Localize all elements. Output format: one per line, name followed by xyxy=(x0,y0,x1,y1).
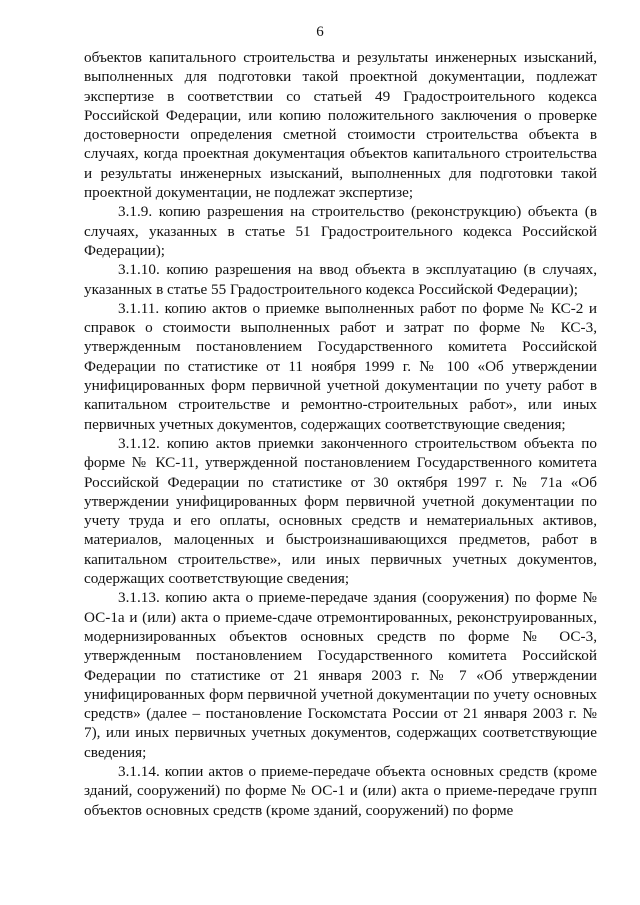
document-body xyxy=(84,48,597,820)
paragraph-3-1-12: 3.1.12. копию актов приемки законченного строительством объекта по форме № КС-11, утвержденной постановлением Государственного комитета Российской Федерации по статистике от 30 октября 1997 г. № 71а «Об утверждении унифицированных форм первичной учетной документации по учету труда и его оплаты, основных средств и нематериальных активов, материалов, малоценных и быстроизнашивающихся предметов, работ в капитальном строительстве», или иных первичных учетных документов, содержащих соответствующие сведения; xyxy=(84,434,597,588)
paragraph-3-1-13: 3.1.13. копию акта о приеме-передаче здания (сооружения) по форме № ОС-1а и (или) акта о приеме-сдаче отремонтированных, реконструированных, модернизированных объектов основных средств по форме № ОС-3, утвержденным постановлением Государственного комитета Российской Федерации по статистике от 21 января 2003 г. № 7 «Об утверждении унифицированных форм первичной учетной документации по учету основных средств» (далее – постановление Госкомстата России от 21 января 2003 г. № 7), или иных первичных учетных документов, содержащих соответствующие сведения; xyxy=(84,589,597,761)
paragraph-3-1-11: 3.1.11. копию актов о приемке выполненных работ по форме № КС-2 и справок о стоимости выполненных работ и затрат по форме № КС-3, утвержденным постановлением Государственного комитета Российской Федерации по статистике от 11 ноября 1999 г. № 100 «Об утверждении унифицированных форм первичной учетной документации по учету работ в капитальном строительстве и ремонтно-строительных работ», или иных первичных учетных документов, содержащих соответствующие сведения; xyxy=(84,299,597,433)
paragraph-3-1-9: 3.1.9. копию разрешения на строительство (реконструкцию) объекта (в случаях, указанных в статье 51 Градостроительного кодекса Российской Федерации); xyxy=(84,203,597,259)
page-number: 6 xyxy=(316,24,324,40)
paragraph-3-1-10: 3.1.10. копию разрешения на ввод объекта в эксплуатацию (в случаях, указанных в статье 55 Градостроительного кодекса Российской Федерации); xyxy=(84,261,597,298)
paragraph-continuation: объектов капитального строительства и результаты инженерных изысканий, выполненных для подготовки такой проектной документации, подлежат экспертизе в соответствии со статьей 49 Градостроительного кодекса Российской Федерации, или копию положительного заключения о проверке достоверности определения сметной стоимости строительства объекта в случаях, когда проектная документация объектов капитального строительства и результаты инженерных изысканий, выполненных для подготовки такой проектной документации, не подлежат экспертизе; xyxy=(84,49,597,202)
paragraph-3-1-14: 3.1.14. копии актов о приеме-передаче объекта основных средств (кроме зданий, сооружений) по форме № ОС-1 и (или) акта о приеме-передаче групп объектов основных средств (кроме зданий, сооружений) по форме xyxy=(84,762,597,819)
